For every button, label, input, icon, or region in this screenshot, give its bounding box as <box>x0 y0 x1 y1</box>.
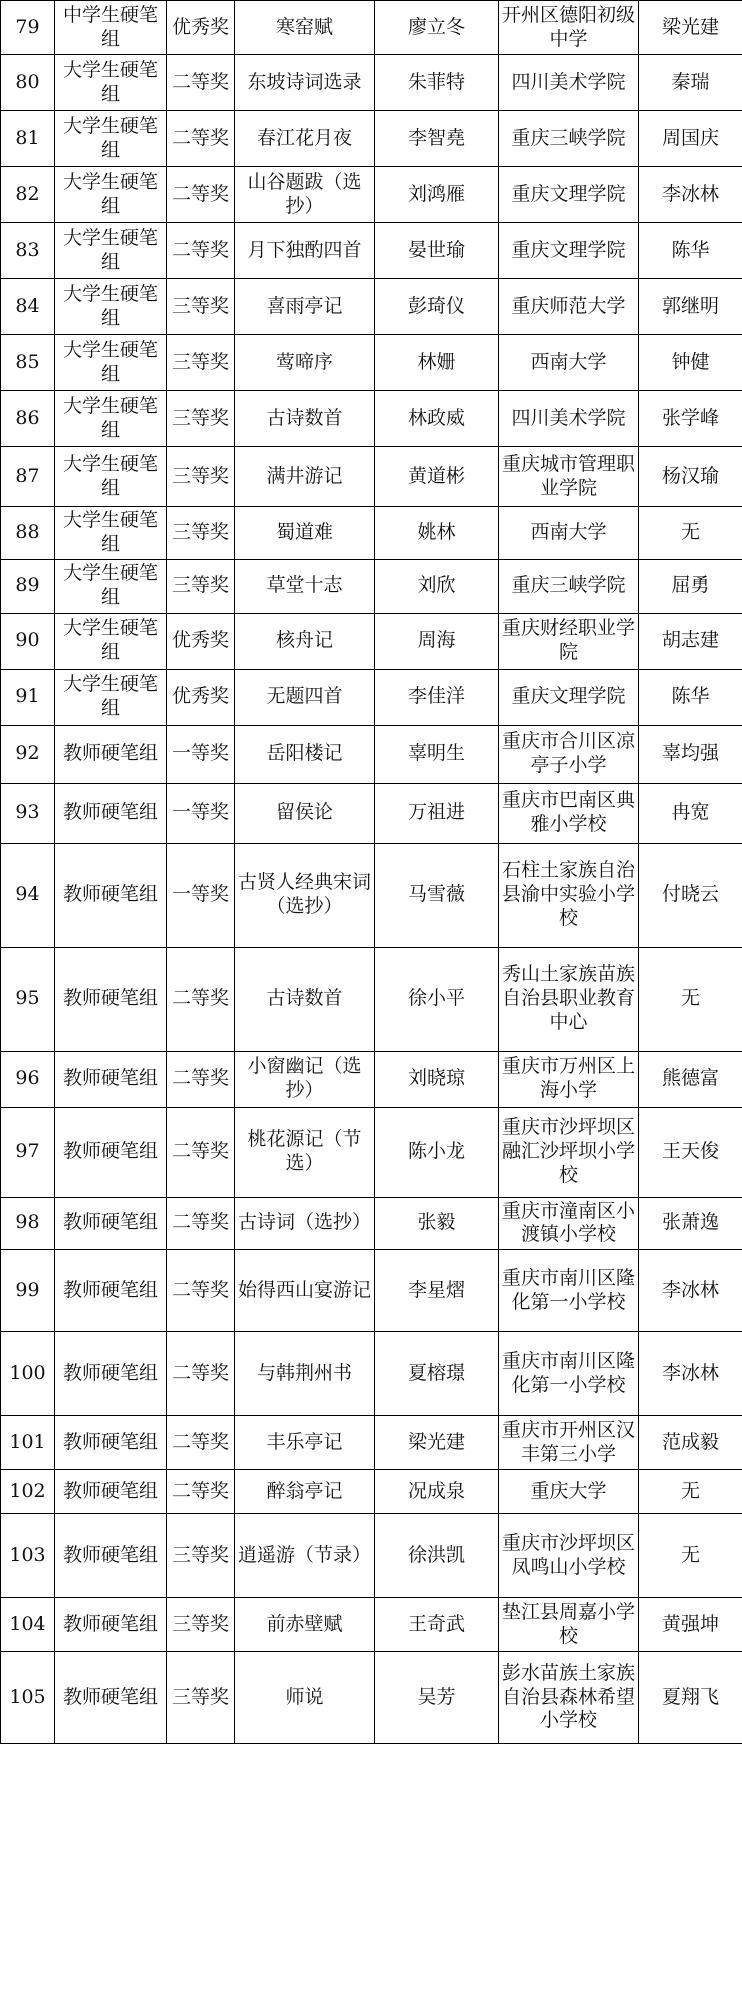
group-cell: 大学生硬笔组 <box>55 669 167 725</box>
school-cell: 重庆师范大学 <box>499 279 639 335</box>
group-cell: 教师硬笔组 <box>55 1107 167 1197</box>
serial-number-cell: 83 <box>1 223 55 279</box>
serial-number-cell: 97 <box>1 1107 55 1197</box>
award-level-cell: 二等奖 <box>167 1107 235 1197</box>
author-name-cell: 张毅 <box>375 1197 499 1250</box>
teacher-cell: 郭继明 <box>639 279 742 335</box>
teacher-cell: 熊德富 <box>639 1051 742 1107</box>
serial-number-cell: 79 <box>1 1 55 55</box>
table-row <box>1 167 742 223</box>
teacher-cell: 杨汉瑜 <box>639 447 742 507</box>
group-cell: 教师硬笔组 <box>55 843 167 947</box>
group-cell: 教师硬笔组 <box>55 725 167 783</box>
work-title-cell: 桃花源记（节选） <box>235 1107 375 1197</box>
table-row <box>1 669 742 725</box>
group-cell: 大学生硬笔组 <box>55 559 167 613</box>
table-row <box>1 1652 742 1744</box>
table-row <box>1 1416 742 1470</box>
group-cell: 中学生硬笔组 <box>55 1 167 55</box>
work-title-cell: 月下独酌四首 <box>235 223 375 279</box>
teacher-cell: 屈勇 <box>639 559 742 613</box>
group-cell: 大学生硬笔组 <box>55 167 167 223</box>
work-title-cell: 师说 <box>235 1652 375 1744</box>
award-level-cell: 三等奖 <box>167 279 235 335</box>
serial-number-cell: 100 <box>1 1332 55 1416</box>
serial-number-cell: 85 <box>1 335 55 391</box>
table-row <box>1 1250 742 1332</box>
table-row <box>1 1107 742 1197</box>
table-row <box>1 1470 742 1514</box>
school-cell: 石柱土家族自治县渝中实验小学校 <box>499 843 639 947</box>
group-cell: 教师硬笔组 <box>55 1652 167 1744</box>
serial-number-cell: 94 <box>1 843 55 947</box>
work-title-cell: 满井游记 <box>235 447 375 507</box>
work-title-cell: 草堂十志 <box>235 559 375 613</box>
author-name-cell: 廖立冬 <box>375 1 499 55</box>
school-cell: 四川美术学院 <box>499 55 639 111</box>
school-cell: 四川美术学院 <box>499 391 639 447</box>
author-name-cell: 朱菲特 <box>375 55 499 111</box>
author-name-cell: 马雪薇 <box>375 843 499 947</box>
teacher-cell: 范成毅 <box>639 1416 742 1470</box>
teacher-cell: 钟健 <box>639 335 742 391</box>
group-cell: 大学生硬笔组 <box>55 613 167 669</box>
author-name-cell: 姚林 <box>375 507 499 560</box>
serial-number-cell: 92 <box>1 725 55 783</box>
serial-number-cell: 103 <box>1 1514 55 1598</box>
teacher-cell: 无 <box>639 1514 742 1598</box>
table-row <box>1 725 742 783</box>
award-level-cell: 二等奖 <box>167 111 235 167</box>
work-title-cell: 蜀道难 <box>235 507 375 560</box>
author-name-cell: 万祖进 <box>375 783 499 843</box>
table-row <box>1 223 742 279</box>
author-name-cell: 徐小平 <box>375 947 499 1051</box>
serial-number-cell: 98 <box>1 1197 55 1250</box>
school-cell: 重庆文理学院 <box>499 223 639 279</box>
group-cell: 教师硬笔组 <box>55 1250 167 1332</box>
award-level-cell: 三等奖 <box>167 335 235 391</box>
award-level-cell: 二等奖 <box>167 1051 235 1107</box>
teacher-cell: 胡志建 <box>639 613 742 669</box>
author-name-cell: 彭琦仪 <box>375 279 499 335</box>
author-name-cell: 李星熠 <box>375 1250 499 1332</box>
serial-number-cell: 89 <box>1 559 55 613</box>
school-cell: 重庆市巴南区典雅小学校 <box>499 783 639 843</box>
table-row <box>1 447 742 507</box>
serial-number-cell: 91 <box>1 669 55 725</box>
serial-number-cell: 81 <box>1 111 55 167</box>
award-level-cell: 三等奖 <box>167 1652 235 1744</box>
award-level-cell: 二等奖 <box>167 947 235 1051</box>
group-cell: 大学生硬笔组 <box>55 391 167 447</box>
work-title-cell: 古诗数首 <box>235 391 375 447</box>
teacher-cell: 李冰林 <box>639 1332 742 1416</box>
serial-number-cell: 80 <box>1 55 55 111</box>
teacher-cell: 秦瑞 <box>639 55 742 111</box>
award-level-cell: 三等奖 <box>167 559 235 613</box>
author-name-cell: 黄道彬 <box>375 447 499 507</box>
serial-number-cell: 95 <box>1 947 55 1051</box>
school-cell: 重庆市南川区隆化第一小学校 <box>499 1250 639 1332</box>
award-level-cell: 优秀奖 <box>167 613 235 669</box>
award-level-cell: 二等奖 <box>167 1416 235 1470</box>
table-row <box>1 1051 742 1107</box>
award-level-cell: 二等奖 <box>167 55 235 111</box>
school-cell: 西南大学 <box>499 335 639 391</box>
table-row <box>1 947 742 1051</box>
author-name-cell: 陈小龙 <box>375 1107 499 1197</box>
author-name-cell: 林姗 <box>375 335 499 391</box>
table-row <box>1 507 742 560</box>
author-name-cell: 周海 <box>375 613 499 669</box>
award-level-cell: 三等奖 <box>167 1514 235 1598</box>
group-cell: 教师硬笔组 <box>55 783 167 843</box>
work-title-cell: 莺啼序 <box>235 335 375 391</box>
author-name-cell: 徐洪凯 <box>375 1514 499 1598</box>
teacher-cell: 梁光建 <box>639 1 742 55</box>
group-cell: 大学生硬笔组 <box>55 507 167 560</box>
table-row <box>1 613 742 669</box>
teacher-cell: 陈华 <box>639 223 742 279</box>
award-level-cell: 三等奖 <box>167 391 235 447</box>
work-title-cell: 春江花月夜 <box>235 111 375 167</box>
teacher-cell: 辜均强 <box>639 725 742 783</box>
group-cell: 大学生硬笔组 <box>55 279 167 335</box>
school-cell: 开州区德阳初级中学 <box>499 1 639 55</box>
serial-number-cell: 84 <box>1 279 55 335</box>
table-row <box>1 1 742 55</box>
group-cell: 教师硬笔组 <box>55 1416 167 1470</box>
teacher-cell: 王天俊 <box>639 1107 742 1197</box>
table-row <box>1 335 742 391</box>
work-title-cell: 古诗数首 <box>235 947 375 1051</box>
award-level-cell: 一等奖 <box>167 725 235 783</box>
author-name-cell: 李智堯 <box>375 111 499 167</box>
school-cell: 重庆市合川区凉亭子小学 <box>499 725 639 783</box>
serial-number-cell: 87 <box>1 447 55 507</box>
author-name-cell: 吴芳 <box>375 1652 499 1744</box>
author-name-cell: 晏世瑜 <box>375 223 499 279</box>
group-cell: 教师硬笔组 <box>55 1332 167 1416</box>
table-row <box>1 1514 742 1598</box>
school-cell: 重庆文理学院 <box>499 167 639 223</box>
serial-number-cell: 93 <box>1 783 55 843</box>
school-cell: 彭水苗族土家族自治县森林希望小学校 <box>499 1652 639 1744</box>
group-cell: 大学生硬笔组 <box>55 111 167 167</box>
serial-number-cell: 88 <box>1 507 55 560</box>
author-name-cell: 刘晓琼 <box>375 1051 499 1107</box>
award-level-cell: 二等奖 <box>167 223 235 279</box>
group-cell: 教师硬笔组 <box>55 1197 167 1250</box>
award-level-cell: 三等奖 <box>167 1598 235 1652</box>
serial-number-cell: 86 <box>1 391 55 447</box>
teacher-cell: 冉宽 <box>639 783 742 843</box>
table-row <box>1 1332 742 1416</box>
award-level-cell: 一等奖 <box>167 783 235 843</box>
author-name-cell: 刘鸿雁 <box>375 167 499 223</box>
school-cell: 重庆文理学院 <box>499 669 639 725</box>
school-cell: 重庆财经职业学院 <box>499 613 639 669</box>
award-level-cell: 二等奖 <box>167 1197 235 1250</box>
teacher-cell: 张萧逸 <box>639 1197 742 1250</box>
table-row <box>1 783 742 843</box>
table-row <box>1 843 742 947</box>
serial-number-cell: 82 <box>1 167 55 223</box>
work-title-cell: 喜雨亭记 <box>235 279 375 335</box>
teacher-cell: 无 <box>639 947 742 1051</box>
teacher-cell: 陈华 <box>639 669 742 725</box>
group-cell: 教师硬笔组 <box>55 1051 167 1107</box>
teacher-cell: 付晓云 <box>639 843 742 947</box>
award-level-cell: 一等奖 <box>167 843 235 947</box>
school-cell: 重庆城市管理职业学院 <box>499 447 639 507</box>
school-cell: 重庆市沙坪坝区融汇沙坪坝小学校 <box>499 1107 639 1197</box>
teacher-cell: 无 <box>639 507 742 560</box>
work-title-cell: 始得西山宴游记 <box>235 1250 375 1332</box>
table-row <box>1 1598 742 1652</box>
group-cell: 教师硬笔组 <box>55 1598 167 1652</box>
author-name-cell: 况成泉 <box>375 1470 499 1514</box>
teacher-cell: 张学峰 <box>639 391 742 447</box>
author-name-cell: 夏榕璟 <box>375 1332 499 1416</box>
work-title-cell: 小窗幽记（选抄） <box>235 1051 375 1107</box>
award-level-cell: 二等奖 <box>167 1332 235 1416</box>
teacher-cell: 周国庆 <box>639 111 742 167</box>
group-cell: 大学生硬笔组 <box>55 223 167 279</box>
author-name-cell: 梁光建 <box>375 1416 499 1470</box>
teacher-cell: 李冰林 <box>639 1250 742 1332</box>
work-title-cell: 丰乐亭记 <box>235 1416 375 1470</box>
school-cell: 重庆市南川区隆化第一小学校 <box>499 1332 639 1416</box>
work-title-cell: 核舟记 <box>235 613 375 669</box>
school-cell: 秀山土家族苗族自治县职业教育中心 <box>499 947 639 1051</box>
serial-number-cell: 104 <box>1 1598 55 1652</box>
work-title-cell: 醉翁亭记 <box>235 1470 375 1514</box>
award-level-cell: 三等奖 <box>167 507 235 560</box>
serial-number-cell: 99 <box>1 1250 55 1332</box>
teacher-cell: 夏翔飞 <box>639 1652 742 1744</box>
table-row <box>1 111 742 167</box>
school-cell: 垫江县周嘉小学校 <box>499 1598 639 1652</box>
work-title-cell: 与韩荆州书 <box>235 1332 375 1416</box>
award-level-cell: 二等奖 <box>167 167 235 223</box>
group-cell: 教师硬笔组 <box>55 1514 167 1598</box>
award-level-cell: 优秀奖 <box>167 669 235 725</box>
award-level-cell: 二等奖 <box>167 1250 235 1332</box>
table-row <box>1 1197 742 1250</box>
group-cell: 大学生硬笔组 <box>55 335 167 391</box>
work-title-cell: 无题四首 <box>235 669 375 725</box>
award-level-cell: 优秀奖 <box>167 1 235 55</box>
school-cell: 重庆市潼南区小渡镇小学校 <box>499 1197 639 1250</box>
school-cell: 重庆三峡学院 <box>499 559 639 613</box>
author-name-cell: 辜明生 <box>375 725 499 783</box>
awards-table-body <box>1 1 742 1744</box>
school-cell: 重庆三峡学院 <box>499 111 639 167</box>
award-level-cell: 三等奖 <box>167 447 235 507</box>
serial-number-cell: 102 <box>1 1470 55 1514</box>
table-row <box>1 559 742 613</box>
author-name-cell: 刘欣 <box>375 559 499 613</box>
teacher-cell: 黄强坤 <box>639 1598 742 1652</box>
work-title-cell: 寒窑赋 <box>235 1 375 55</box>
teacher-cell: 李冰林 <box>639 167 742 223</box>
table-row <box>1 279 742 335</box>
school-cell: 重庆市开州区汉丰第三小学 <box>499 1416 639 1470</box>
work-title-cell: 逍遥游（节录） <box>235 1514 375 1598</box>
group-cell: 大学生硬笔组 <box>55 55 167 111</box>
work-title-cell: 东坡诗词选录 <box>235 55 375 111</box>
work-title-cell: 古诗词（选抄） <box>235 1197 375 1250</box>
school-cell: 重庆市万州区上海小学 <box>499 1051 639 1107</box>
group-cell: 教师硬笔组 <box>55 947 167 1051</box>
teacher-cell: 无 <box>639 1470 742 1514</box>
author-name-cell: 林政威 <box>375 391 499 447</box>
work-title-cell: 山谷题跋（选抄） <box>235 167 375 223</box>
work-title-cell: 前赤壁赋 <box>235 1598 375 1652</box>
serial-number-cell: 105 <box>1 1652 55 1744</box>
serial-number-cell: 96 <box>1 1051 55 1107</box>
school-cell: 西南大学 <box>499 507 639 560</box>
work-title-cell: 岳阳楼记 <box>235 725 375 783</box>
group-cell: 教师硬笔组 <box>55 1470 167 1514</box>
school-cell: 重庆市沙坪坝区凤鸣山小学校 <box>499 1514 639 1598</box>
school-cell: 重庆大学 <box>499 1470 639 1514</box>
table-row <box>1 55 742 111</box>
author-name-cell: 李佳洋 <box>375 669 499 725</box>
group-cell: 大学生硬笔组 <box>55 447 167 507</box>
work-title-cell: 古贤人经典宋词（选抄） <box>235 843 375 947</box>
award-level-cell: 二等奖 <box>167 1470 235 1514</box>
table-row <box>1 391 742 447</box>
author-name-cell: 王奇武 <box>375 1598 499 1652</box>
serial-number-cell: 90 <box>1 613 55 669</box>
work-title-cell: 留侯论 <box>235 783 375 843</box>
serial-number-cell: 101 <box>1 1416 55 1470</box>
